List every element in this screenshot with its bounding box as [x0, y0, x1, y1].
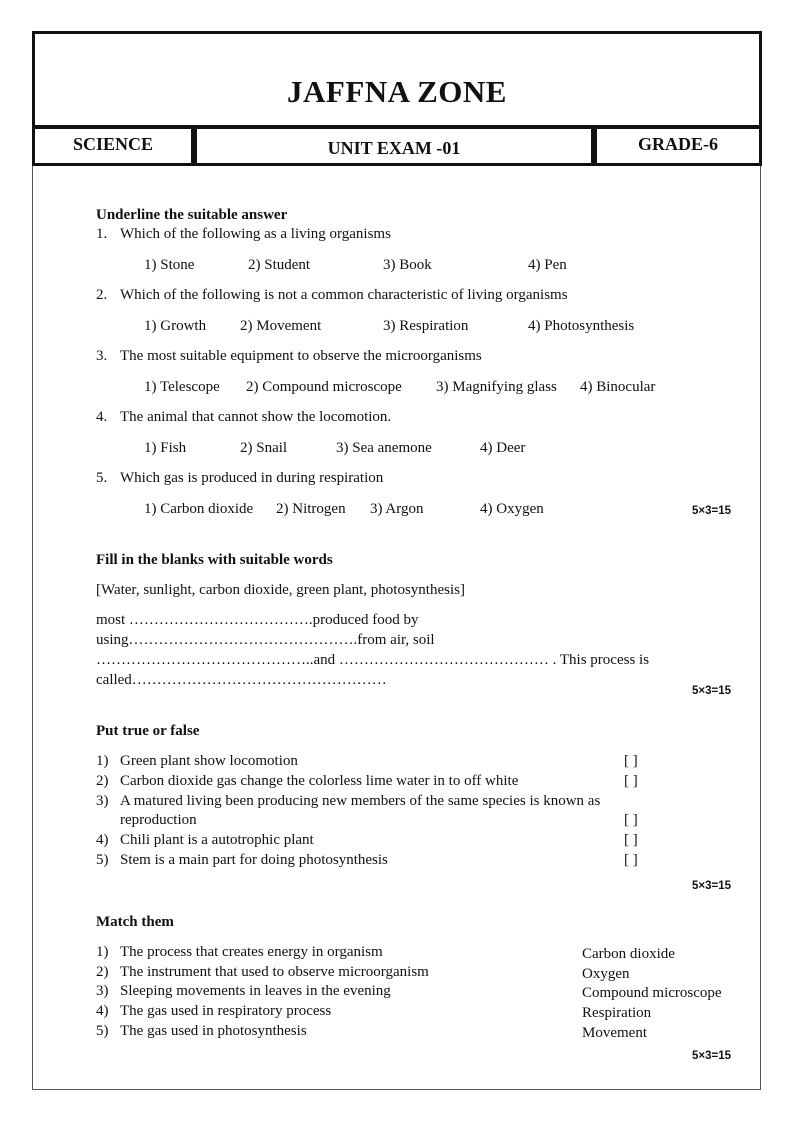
tf-bracket-3[interactable]: [ ]	[624, 812, 638, 828]
match-right-4: Respiration	[582, 1005, 652, 1021]
question-5: 5. Which gas is produced in during respiration	[96, 470, 384, 486]
q3-option-3: 3) Magnifying glass	[436, 379, 557, 395]
q4-option-1: 1) Fish	[144, 440, 187, 456]
question-3: 3. The most suitable equipment to observe the microorganisms	[96, 348, 482, 364]
fill-line-4: called……………………………………………	[96, 672, 387, 688]
tf-item-3-cont: reproduction	[120, 812, 197, 828]
q2-option-3: 3) Respiration	[383, 318, 469, 334]
question-2: 2. Which of the following is not a common characteristic of living organisms	[96, 287, 568, 303]
tf-item-3: 3) A matured living been producing new members of the same species is known as	[96, 793, 601, 809]
q3-option-2: 2) Compound microscope	[246, 379, 402, 395]
fill-line-2: using……………………………………….from air, soil	[96, 632, 435, 648]
header-title-box	[32, 31, 762, 128]
match-right-1: Carbon dioxide	[582, 946, 675, 962]
match-right-3: Compound microscope	[582, 985, 722, 1001]
match-left-2: 2) The instrument that used to observe microorganism	[96, 964, 429, 980]
match-left-3: 3) Sleeping movements in leaves in the evening	[96, 983, 391, 999]
q3-option-1: 1) Telescope	[144, 379, 220, 395]
q5-option-1: 1) Carbon dioxide	[144, 501, 254, 517]
q1-option-3: 3) Book	[383, 257, 432, 273]
q4-option-4: 4) Deer	[480, 440, 526, 456]
tf-item-2: 2) Carbon dioxide gas change the colorless lime water in to off white	[96, 773, 519, 789]
q2-option-1: 1) Growth	[144, 318, 207, 334]
page-title: JAFFNA ZONE	[287, 74, 507, 109]
q1-option-4: 4) Pen	[528, 257, 567, 273]
q5-option-2: 2) Nitrogen	[276, 501, 346, 517]
q2-option-2: 2) Movement	[240, 318, 322, 334]
q1-option-2: 2) Student	[248, 257, 311, 273]
word-bank: [Water, sunlight, carbon dioxide, green plant, photosynthesis]	[96, 582, 465, 598]
exam-cell	[194, 126, 594, 166]
q1-option-1: 1) Stone	[144, 257, 195, 273]
section4-heading: Match them	[96, 914, 174, 930]
section4-marks: 5×3=15	[692, 1050, 732, 1062]
section3-heading: Put true or false	[96, 723, 200, 739]
question-1: 1. Which of the following as a living organisms	[96, 226, 391, 242]
exam-label: UNIT EXAM -01	[327, 138, 461, 158]
q4-option-3: 3) Sea anemone	[336, 440, 432, 456]
fill-line-3: ……………………………………..and …………………………………… . This process is	[96, 652, 650, 668]
fill-line-1: most ……………………………….produced food by	[96, 612, 419, 628]
tf-bracket-1[interactable]: [ ]	[624, 753, 638, 769]
tf-bracket-5[interactable]: [ ]	[624, 852, 638, 868]
tf-bracket-4[interactable]: [ ]	[624, 832, 638, 848]
match-left-4: 4) The gas used in respiratory process	[96, 1003, 332, 1019]
section1-heading: Underline the suitable answer	[96, 207, 288, 223]
tf-bracket-2[interactable]: [ ]	[624, 773, 638, 789]
question-4: 4. The animal that cannot show the locomotion.	[96, 409, 392, 425]
grade-cell: GRADE-6	[594, 126, 762, 166]
section2-marks: 5×3=15	[692, 685, 732, 697]
subject-cell: SCIENCE	[32, 126, 194, 166]
section1-marks: 5×3=15	[692, 505, 732, 517]
section3-marks: 5×3=15	[692, 880, 732, 892]
q4-option-2: 2) Snail	[240, 440, 288, 456]
q2-option-4: 4) Photosynthesis	[528, 318, 635, 334]
q3-option-4: 4) Binocular	[580, 379, 656, 395]
tf-item-1: 1) Green plant show locomotion	[96, 753, 298, 769]
q5-option-4: 4) Oxygen	[480, 501, 544, 517]
section2-heading: Fill in the blanks with suitable words	[96, 552, 333, 568]
tf-item-5: 5) Stem is a main part for doing photosynthesis	[96, 852, 388, 868]
match-right-2: Oxygen	[582, 966, 630, 982]
match-right-5: Movement	[582, 1025, 647, 1041]
q5-option-3: 3) Argon	[370, 501, 424, 517]
match-left-1: 1) The process that creates energy in organism	[96, 944, 383, 960]
tf-item-4: 4) Chili plant is a autotrophic plant	[96, 832, 314, 848]
match-left-5: 5) The gas used in photosynthesis	[96, 1023, 307, 1039]
